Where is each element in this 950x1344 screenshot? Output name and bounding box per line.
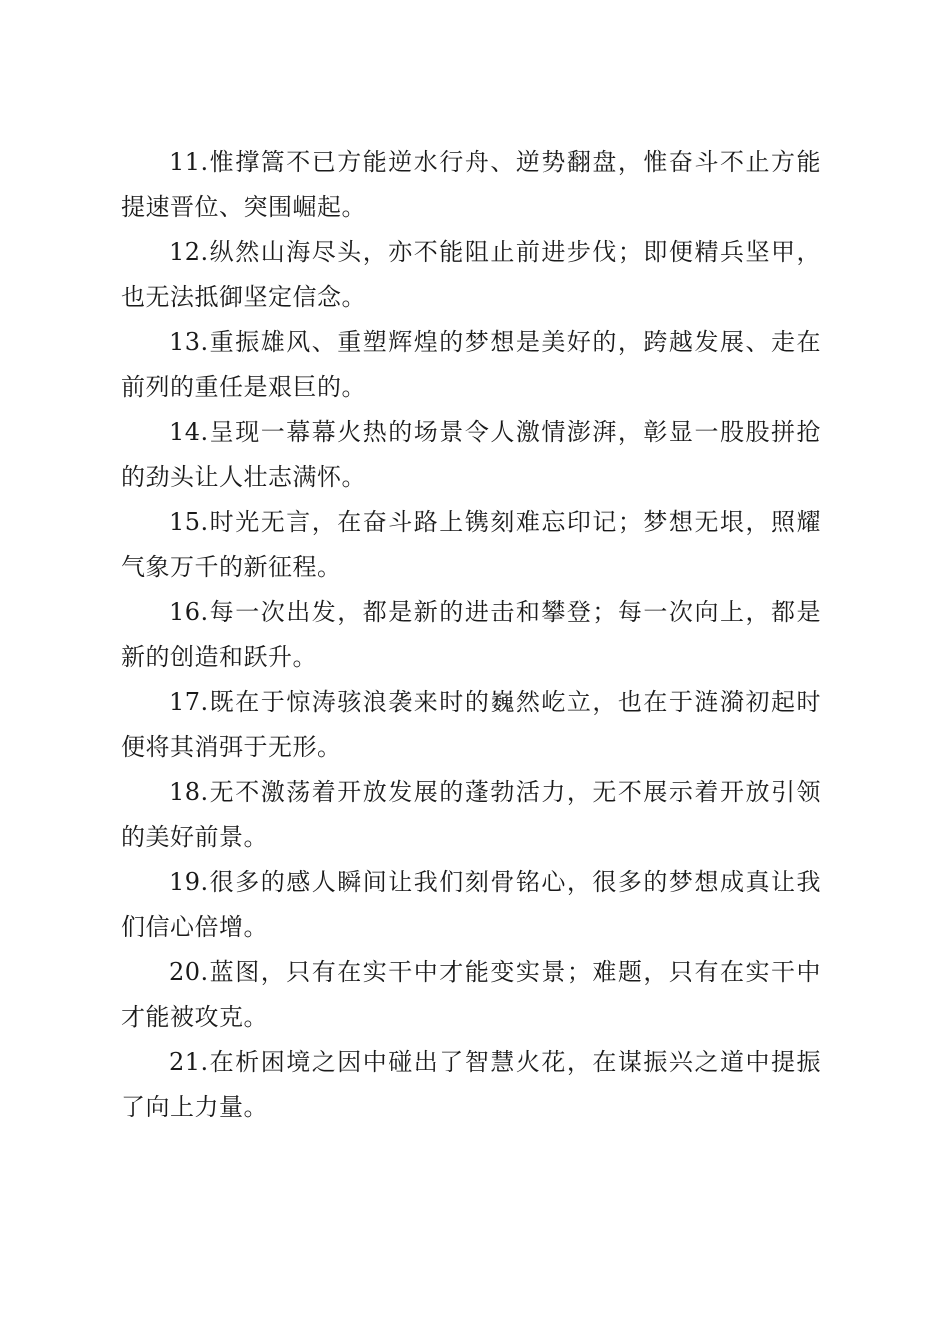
list-item: 15.时光无言，在奋斗路上镌刻难忘印记；梦想无垠，照耀气象万千的新征程。: [121, 508, 821, 581]
list-item: 14.呈现一幕幕火热的场景令人激情澎湃，彰显一股股拼抢的劲头让人壮志满怀。: [121, 418, 821, 491]
list-item: 17.既在于惊涛骇浪袭来时的巍然屹立，也在于涟漪初起时便将其消弭于无形。: [121, 688, 821, 761]
list-item: 12.纵然山海尽头，亦不能阻止前进步伐；即便精兵坚甲，也无法抵御坚定信念。: [121, 238, 821, 311]
list-item: 21.在析困境之因中碰出了智慧火花，在谋振兴之道中提振了向上力量。: [121, 1048, 821, 1121]
list-item: 13.重振雄风、重塑辉煌的梦想是美好的，跨越发展、走在前列的重任是艰巨的。: [121, 328, 821, 401]
list-item: 20.蓝图，只有在实干中才能变实景；难题，只有在实干中才能被攻克。: [121, 958, 821, 1031]
list-item: 11.惟撑篙不已方能逆水行舟、逆势翻盘，惟奋斗不止方能提速晋位、突围崛起。: [121, 148, 821, 221]
list-item: 16.每一次出发，都是新的进击和攀登；每一次向上，都是新的创造和跃升。: [121, 598, 821, 671]
document-body: [121, 140, 821, 1130]
list-item: 19.很多的感人瞬间让我们刻骨铭心，很多的梦想成真让我们信心倍增。: [121, 868, 821, 941]
list-item: 18.无不激荡着开放发展的蓬勃活力，无不展示着开放引领的美好前景。: [121, 778, 821, 851]
